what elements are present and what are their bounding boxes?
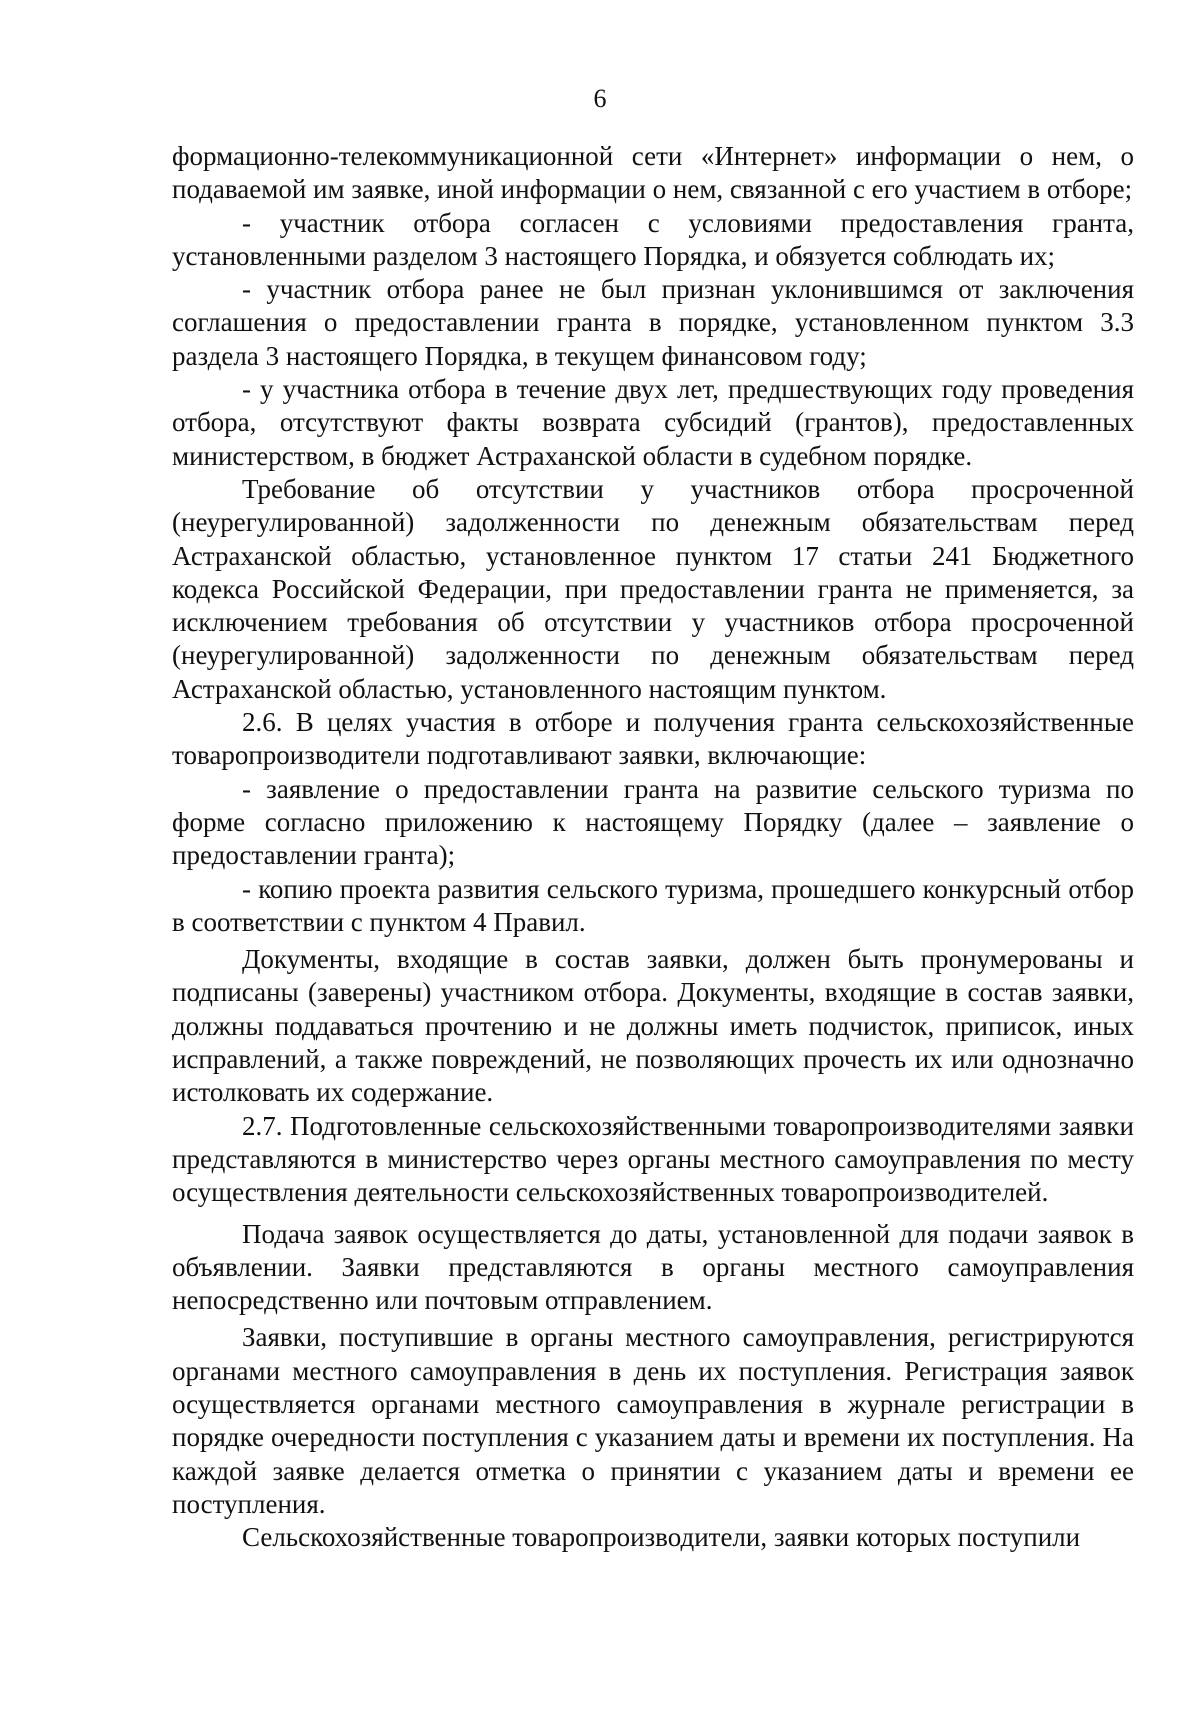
paragraph-debt-requirement: Требование об отсутствии у участников отбора просроченной (неурегулированной) задолженности по денежным обязательствам перед Астраханской областью, установленное пунктом 17 статьи 241 Бюджетного кодекса Российской Федерации, при предоставлении гранта не применяется, за исключением требования об отсутствии у участников отбора просроченной (неурегулированной) задолженности по денежным обязательствам перед Астраханской областью, установленного настоящим пунктом.	[172, 473, 1134, 704]
list-item-conditions-agreement: - участник отбора согласен с условиями предоставления гранта, установленными разделом 3 настоящего Порядка, и обязуется соблюдать их;	[172, 207, 1134, 271]
paragraph-continuation: формационно-телекоммуникационной сети «Интернет» информации о нем, о подаваемой им заявке, иной информации о нем, связанной с его участием в отборе;	[172, 141, 1134, 205]
paragraph-documents-requirements: Документы, входящие в состав заявки, должен быть пронумерованы и подписаны (заверены) участником отбора. Документы, входящие в состав заявки, должны поддаваться прочтению и не должны иметь подчисток, приписок, иных исправлений, а также повреждений, не позволяющих прочесть их или однозначно истолковать их содержание.	[172, 944, 1134, 1108]
paragraph-submission-deadline: Подача заявок осуществляется до даты, установленной для подачи заявок в объявлении. Заявки представляются в органы местного самоуправления непосредственно или почтовым отправлением.	[172, 1218, 1134, 1316]
page-number: 6	[593, 84, 607, 113]
list-item-project-copy: - копию проекта развития сельского туризма, прошедшего конкурсный отбор в соответствии с пунктом 4 Правил.	[172, 873, 1134, 937]
list-item-grant-application: - заявление о предоставлении гранта на развитие сельского туризма по форме согласно приложению к настоящему Порядку (далее – заявление о предоставлении гранта);	[172, 773, 1134, 871]
list-item-not-evasive: - участник отбора ранее не был признан уклонившимся от заключения соглашения о предоставлении гранта в порядке, установленном пунктом 3.3 раздела 3 настоящего Порядка, в текущем финансовом году;	[172, 274, 1134, 371]
paragraph-final-continued: Сельскохозяйственные товаропроизводители, заявки которых поступили	[242, 1522, 1081, 1553]
list-item-no-refunds: - у участника отбора в течение двух лет, предшествующих году проведения отбора, отсутствуют факты возврата субсидий (грантов), предоставленных министерством, в бюджет Астраханской области в судебном порядке.	[172, 374, 1134, 471]
paragraph-registration: Заявки, поступившие в органы местного самоуправления, регистрируются органами местного самоуправления в день их поступления. Регистрация заявок осуществляется органами местного самоуправления в журнале регистрации в порядке очередности поступления с указанием даты и времени их поступления. На каждой заявке делается отметка о принятии с указанием даты и времени ее поступления.	[172, 1322, 1134, 1519]
paragraph-section-2-7: 2.7. Подготовленные сельскохозяйственными товаропроизводителями заявки представляются в министерство через органы местного самоуправления по месту осуществления деятельности сельскохозяйственных товаропроизводителей.	[172, 1110, 1134, 1208]
paragraph-section-2-6: 2.6. В целях участия в отборе и получения гранта сельскохозяйственные товаропроизводители подготавливают заявки, включающие:	[172, 707, 1134, 771]
document-body	[172, 140, 1134, 1554]
